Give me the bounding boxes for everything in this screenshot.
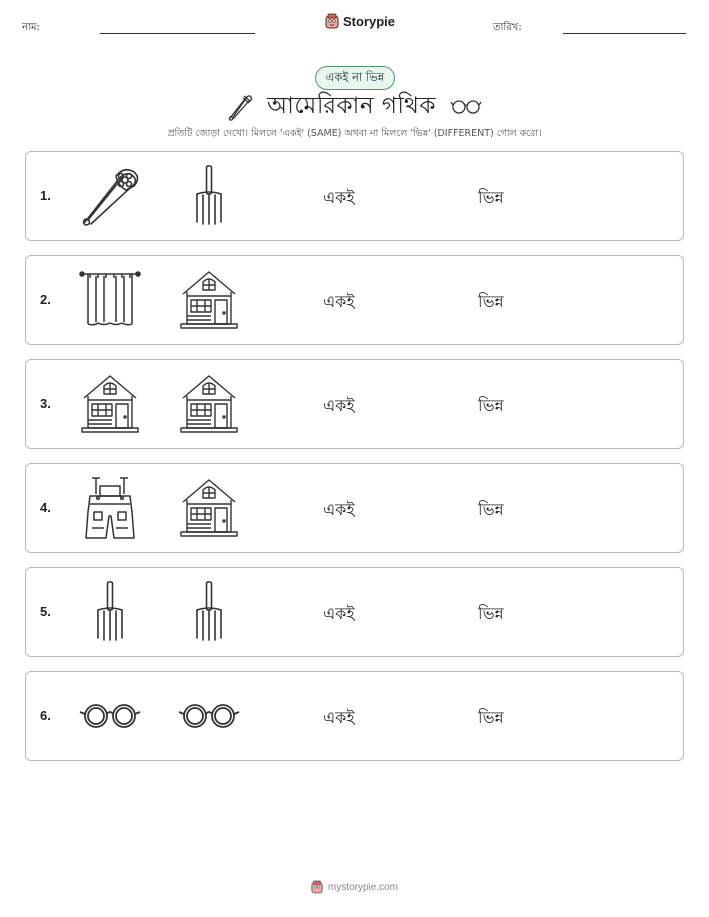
question-row-3 — [25, 359, 684, 449]
question-row-4 — [25, 463, 684, 553]
question-number: 3. — [40, 396, 51, 411]
title-row — [0, 90, 709, 122]
name-label: নাম: — [22, 22, 40, 33]
question-number: 4. — [40, 500, 51, 515]
different-option[interactable]: ভিন্ন — [478, 708, 504, 727]
different-option[interactable]: ভিন্ন — [478, 396, 504, 415]
pitchfork-icon — [174, 164, 244, 228]
storypie-logo — [325, 13, 395, 29]
different-option[interactable]: ভিন্ন — [478, 604, 504, 623]
question-number: 1. — [40, 188, 51, 203]
curtain-icon — [75, 268, 145, 332]
date-line[interactable] — [563, 33, 686, 34]
safety-pin-icon — [75, 164, 145, 228]
different-option[interactable]: ভিন্ন — [478, 188, 504, 207]
question-number: 6. — [40, 708, 51, 723]
house-icon — [174, 268, 244, 332]
house-icon — [174, 476, 244, 540]
different-option[interactable]: ভিন্ন — [478, 292, 504, 311]
pitchfork-icon — [75, 580, 145, 644]
different-option[interactable]: ভিন্ন — [478, 500, 504, 519]
question-row-1 — [25, 151, 684, 241]
glasses-icon — [75, 684, 145, 748]
question-row-5 — [25, 567, 684, 657]
same-option[interactable]: একই — [323, 292, 355, 311]
pitchfork-icon — [174, 580, 244, 644]
house-icon — [174, 372, 244, 436]
brand-name: Storypie — [343, 13, 396, 29]
question-number: 5. — [40, 604, 51, 619]
name-line[interactable] — [100, 33, 255, 34]
same-option[interactable]: একই — [323, 500, 355, 519]
same-option[interactable]: একই — [323, 188, 355, 207]
same-option[interactable]: একই — [323, 708, 355, 727]
footer-site[interactable]: mystorypie.com — [327, 881, 398, 893]
instructions: প্রতিটি জোড়া দেখো। মিললে 'একই' (SAME) অথবা না মিললে 'ভিন্ন' (DIFFERENT) গোল করো। — [167, 128, 542, 139]
glasses-icon — [174, 684, 244, 748]
mascot-icon — [311, 880, 323, 894]
glasses-icon — [450, 97, 482, 115]
footer — [0, 880, 709, 894]
house-icon — [75, 372, 145, 436]
question-number: 2. — [40, 292, 51, 307]
safety-pin-icon — [227, 91, 253, 121]
same-option[interactable]: একই — [323, 396, 355, 415]
page-title: আমেরিকান গথিক — [266, 92, 436, 119]
mascot-icon — [325, 13, 339, 29]
same-option[interactable]: একই — [323, 604, 355, 623]
game-type-badge: একই না ভিন্ন — [315, 66, 395, 90]
date-label: তারিখ: — [493, 22, 522, 33]
question-row-6 — [25, 671, 684, 761]
overalls-icon — [75, 476, 145, 540]
question-row-2 — [25, 255, 684, 345]
